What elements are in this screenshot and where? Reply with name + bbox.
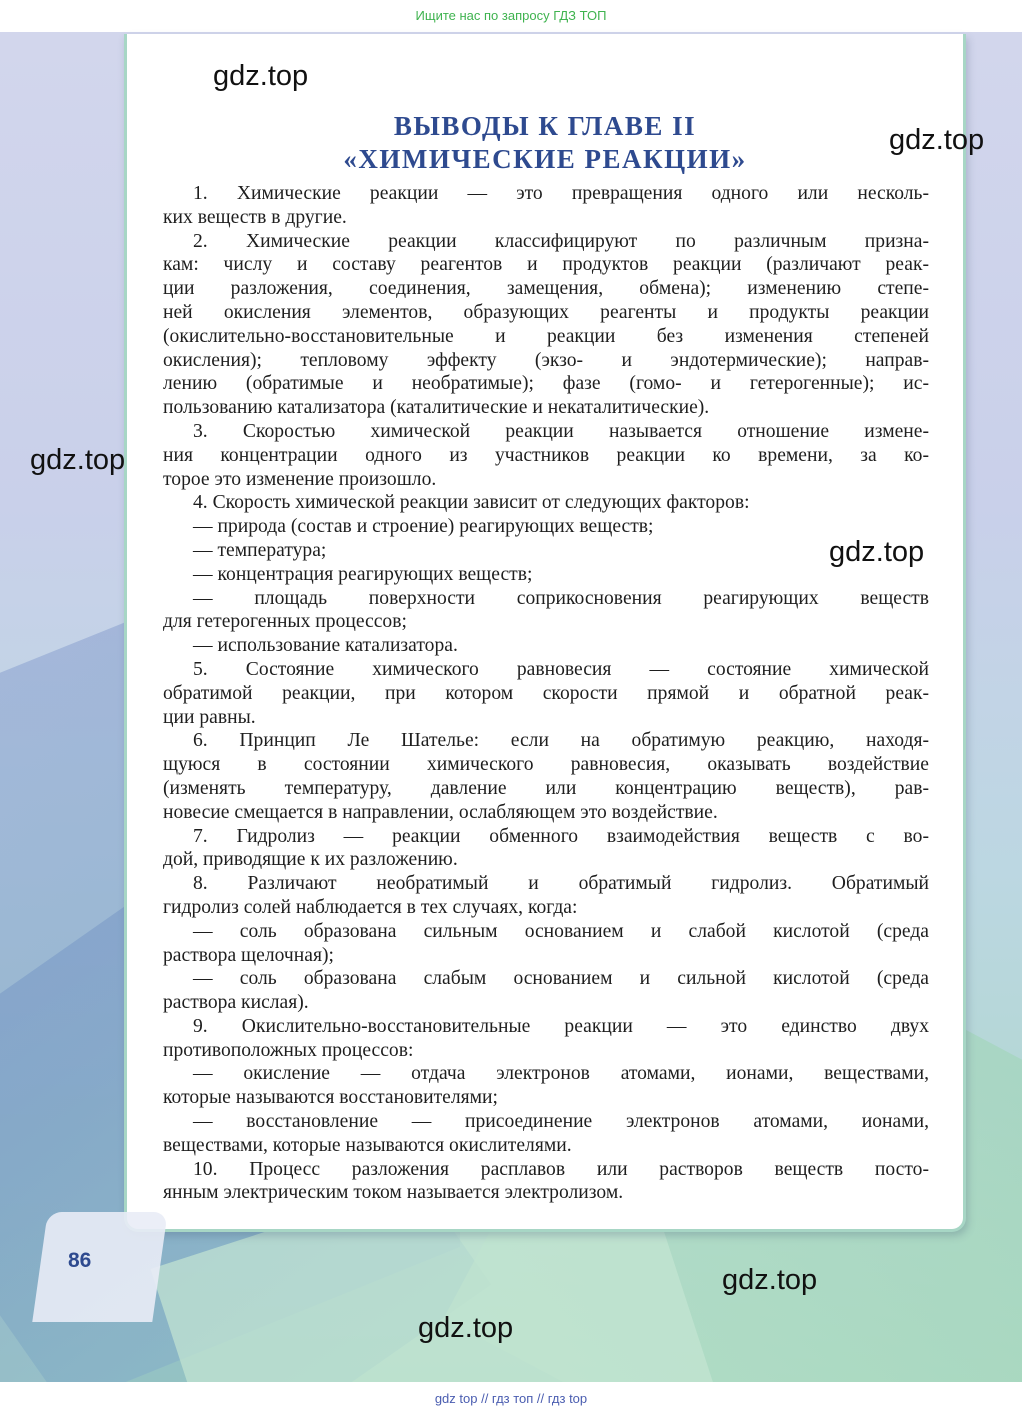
text-line: гидролиз солей наблюдается в тех случаях, когда: — [163, 896, 578, 918]
text-line: кам: числу и составу реагентов и продуктов реакции (различают реак- — [163, 254, 929, 276]
text-line: новесие смещается в направлении, ослабляющем это воздействие. — [163, 801, 718, 823]
text-line: ней окисления элементов, образующих реагенты и продукты реакции — [163, 301, 929, 323]
text-line: янным электрическим током называется электролизом. — [163, 1182, 624, 1204]
watermark: gdz.top — [213, 60, 309, 92]
text-line: — соль образована слабым основанием и сильной кислотой (среда — [193, 968, 929, 990]
watermark: gdz.top — [829, 536, 925, 568]
text-line: — природа (состав и строение) реагирующих веществ; — [193, 516, 654, 538]
text-line: для гетерогенных процессов; — [163, 611, 407, 633]
text-line: раствора щелочная); — [163, 944, 334, 966]
watermark: gdz.top — [889, 124, 985, 156]
text-line: 9. Окислительно-восстановительные реакции — это единство двух — [193, 1015, 929, 1037]
text-line: — температура; — [193, 539, 327, 561]
text-line: ких веществ в другие. — [163, 206, 347, 228]
text-line: 4. Скорость химической реакции зависит от следующих факторов: — [193, 492, 750, 514]
text-line: дой, приводящие к их разложению. — [163, 849, 458, 871]
text-line: 5. Состояние химического равновесия — состояние химической — [193, 658, 929, 680]
footer-links[interactable]: gdz top // гдз топ // гдз top — [0, 1382, 1022, 1415]
text-line: пользованию катализатора (каталитические и некаталитические). — [163, 397, 710, 419]
text-line: — восстановление — присоединение электронов атомами, ионами, — [193, 1111, 929, 1133]
text-line: — концентрация реагирующих веществ; — [193, 563, 533, 585]
text-line: 2. Химические реакции классифицируют по различным призна- — [193, 230, 929, 252]
text-line: — площадь поверхности соприкосновения реагирующих веществ — [193, 587, 929, 609]
watermark: gdz.top — [722, 1264, 818, 1296]
text-line: 6. Принцип Ле Шателье: если на обратимую реакцию, находя- — [193, 730, 929, 752]
title-line: ВЫВОДЫ К ГЛАВЕ II — [393, 111, 697, 141]
text-line: 10. Процесс разложения расплавов или растворов веществ посто- — [193, 1158, 929, 1180]
text-line: окисления); тепловому эффекту (экзо- и эндотермические); направ- — [163, 349, 929, 371]
text-line: лению (обратимые и необратимые); фазе (гомо- и гетерогенные); ис- — [163, 373, 929, 395]
watermark: gdz.top — [30, 444, 126, 476]
text-line: щуюся в состоянии химического равновесия, оказывать воздействие — [163, 754, 929, 776]
text-line: ния концентрации одного из участников реакции ко времени, за ко- — [163, 444, 929, 466]
text-line: обратимой реакции, при котором скорости прямой и обратной реак- — [163, 682, 929, 704]
text-line: 1. Химические реакции — это превращения одного или несколь- — [193, 183, 929, 204]
text-line: — использование катализатора. — [193, 635, 458, 657]
page-number: 86 — [68, 1249, 92, 1272]
text-line: 8. Различают необратимый и обратимый гидролиз. Обратимый — [193, 873, 929, 895]
text-line: (изменять температуру, давление или концентрацию веществ), рав- — [163, 777, 929, 799]
text-line: — соль образована сильным основанием и слабой кислотой (среда — [193, 920, 929, 942]
text-line: веществами, которые называются окислителями. — [163, 1134, 572, 1156]
text-line: — окисление — отдача электронов атомами, ионами, веществами, — [193, 1063, 929, 1085]
text-line: раствора кислая). — [163, 992, 309, 1014]
text-line: (окислительно-восстановительные и реакции без изменения степеней — [163, 325, 929, 347]
text-line: противоположных процессов: — [163, 1039, 414, 1061]
top-banner[interactable]: Ищите нас по запросу ГДЗ ТОП — [0, 0, 1022, 32]
page-number-tab — [32, 1212, 167, 1322]
chapter-summary-title — [124, 110, 966, 176]
summary-text — [163, 182, 929, 1205]
watermark: gdz.top — [418, 1312, 514, 1344]
text-line: ции разложения, соединения, замещения, обмена); изменению степе- — [163, 278, 929, 300]
text-line: ции равны. — [163, 706, 256, 728]
text-line: которые называются восстановителями; — [163, 1087, 498, 1109]
text-line: торое это изменение произошло. — [163, 468, 437, 490]
title-line: «ХИМИЧЕСКИЕ РЕАКЦИИ» — [343, 144, 747, 174]
text-line: 3. Скоростью химической реакции называется отношение измене- — [193, 420, 929, 442]
text-line: 7. Гидролиз — реакции обменного взаимодействия веществ с во- — [193, 825, 929, 847]
